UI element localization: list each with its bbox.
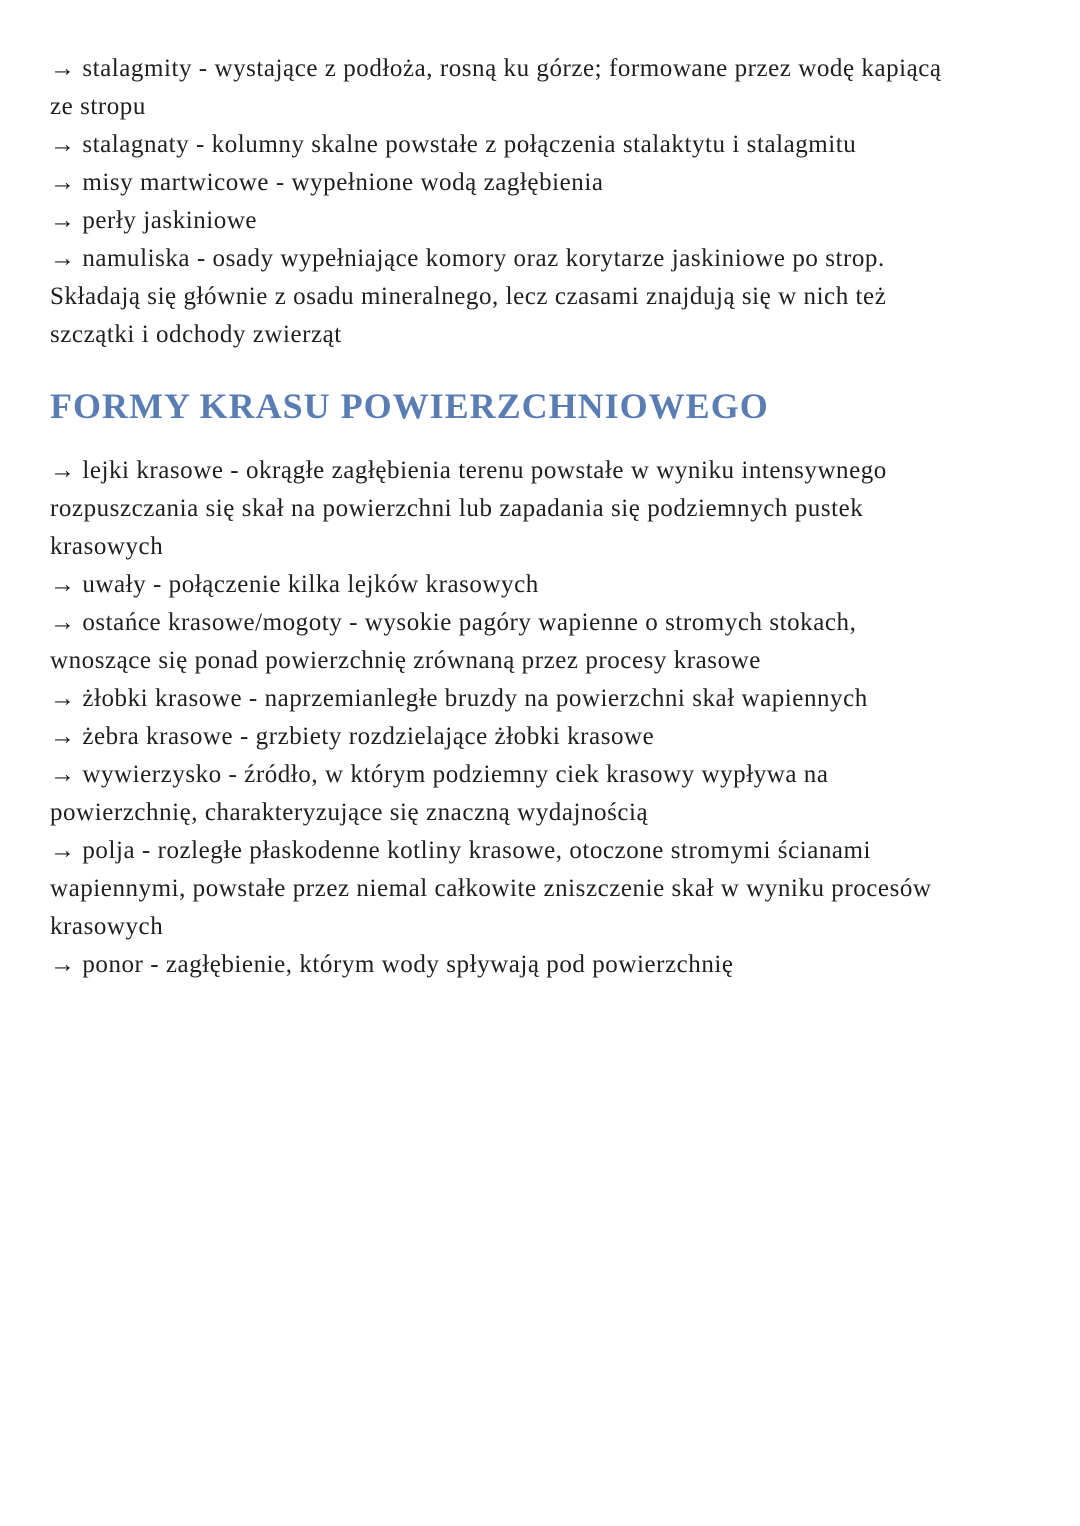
list-item-line: → uwały - połączenie kilka lejków krasowych: [50, 571, 539, 598]
list-item-line: → stalagnaty - kolumny skalne powstałe z połączenia stalaktytu i stalagmitu: [50, 131, 857, 158]
list-item-line: → ponor - zagłębienie, którym wody spływają pod powierzchnię: [50, 951, 734, 978]
list-item-line: szczątki i odchody zwierząt: [50, 321, 342, 348]
list-item-line: → żłobki krasowe - naprzemianległe bruzdy na powierzchni skał wapiennych: [50, 685, 868, 712]
list-item-line: wnoszące się ponad powierzchnię zrównaną przez procesy krasowe: [50, 647, 761, 674]
section-heading: FORMY KRASU POWIERZCHNIOWEGO: [50, 386, 769, 426]
surface-karst-forms-list: [50, 452, 1040, 984]
list-item-line: → stalagmity - wystające z podłoża, rosną ku górze; formowane przez wodę kapiącą: [50, 55, 942, 82]
list-item: [50, 566, 1040, 604]
list-item-line: → żebra krasowe - grzbiety rozdzielające żłobki krasowe: [50, 723, 655, 750]
list-item: [50, 604, 1040, 680]
list-item: [50, 946, 1040, 984]
list-item-line: → polja - rozległe płaskodenne kotliny krasowe, otoczone stromymi ścianami: [50, 837, 872, 864]
list-item-line: Składają się głównie z osadu mineralnego, lecz czasami znajdują się w nich też: [50, 283, 887, 310]
list-item-line: → ostańce krasowe/mogoty - wysokie pagóry wapienne o stromych stokach,: [50, 609, 857, 636]
list-item: [50, 50, 1040, 126]
document-page: [50, 50, 1040, 984]
list-item: [50, 164, 1040, 202]
list-item-line: → wywierzysko - źródło, w którym podziemny ciek krasowy wypływa na: [50, 761, 829, 788]
list-item-line: → misy martwicowe - wypełnione wodą zagłębienia: [50, 169, 604, 196]
list-item-line: wapiennymi, powstałe przez niemal całkowite zniszczenie skał w wyniku procesów: [50, 875, 932, 902]
list-item: [50, 832, 1040, 946]
list-item: [50, 452, 1040, 566]
list-item: [50, 718, 1040, 756]
list-item-line: → namuliska - osady wypełniające komory oraz korytarze jaskiniowe po strop.: [50, 245, 885, 272]
list-item-line: krasowych: [50, 913, 164, 940]
list-item: [50, 202, 1040, 240]
list-item-line: powierzchnię, charakteryzujące się znaczną wydajnością: [50, 799, 649, 826]
list-item: [50, 240, 1040, 354]
list-item: [50, 126, 1040, 164]
list-item: [50, 680, 1040, 718]
list-item-line: krasowych: [50, 533, 164, 560]
list-item-line: ze stropu: [50, 93, 146, 120]
list-item-line: rozpuszczania się skał na powierzchni lub zapadania się podziemnych pustek: [50, 495, 864, 522]
list-item: [50, 756, 1040, 832]
list-item-line: → perły jaskiniowe: [50, 207, 258, 234]
cave-forms-list: [50, 50, 1040, 354]
list-item-line: → lejki krasowe - okrągłe zagłębienia terenu powstałe w wyniku intensywnego: [50, 457, 887, 484]
